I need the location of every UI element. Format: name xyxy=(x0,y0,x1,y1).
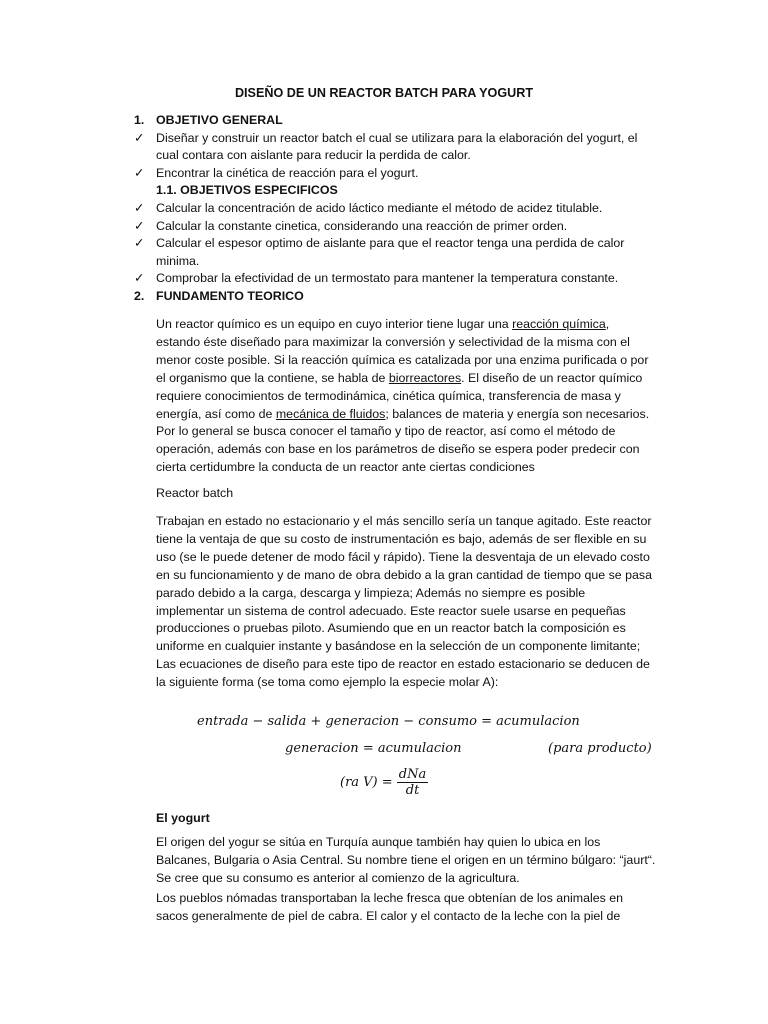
equation-generation: generacion = acumulacion xyxy=(285,741,462,756)
objective-text: Diseñar y construir un reactor batch el cual se utilizara para la elaboración del yogurt, el cual contara con aislante para reducir la perdida de calor. xyxy=(156,130,638,163)
equation-rate-lhs: (ra V) = xyxy=(340,775,393,790)
objective-text: 1.1. OBJETIVOS ESPECIFICOS xyxy=(156,183,338,198)
intro-text-4: ; balances de materia y energía son necesarios. Por lo general se busca conocer el tamaño y tipo de reactor, así como el método de operación, además con base en los parámetros de diseño se espera poder predecir con cierta certidumbre la conducta de un reactor ante ciertas condiciones xyxy=(156,406,650,475)
checkmark-icon: ✓ xyxy=(134,218,145,233)
batch-paragraph: Trabajan en estado no estacionario y el más sencillo sería un tanque agitado. Este reactor tiene la ventaja de que su costo de instrumentación es bajo, además de ser flexible en su uso (se le puede detener de modo fácil y rápido). Tiene la desventaja de un elevado costo en su funcionamiento y de mano de obra debido a la gran cantidad de tiempo que se pasa parado debido a la carga, descarga y limpieza; Además no siempre es posible implementar un sistema de control adecuado. Este reactor suele usarse en pequeñas producciones o pruebas piloto. Asumiendo que en un reactor batch la composición es uniforme en cualquier instante y basándose en la selección de un componente limitante; Las ecuaciones de diseño para este tipo de reactor en estado estacionario se deducen de la siguiente forma (se toma como ejemplo la especie molar A): xyxy=(156,514,652,690)
objective-item xyxy=(134,270,654,288)
objective-text: Calcular la constante cinetica, considerando una reacción de primer orden. xyxy=(156,218,568,233)
intro-text-3: . El diseño de un reactor químico requiere conocimientos de termodinámica, cinética química, transferencia de masa y energía, así como de xyxy=(156,370,643,421)
checkmark-icon: ✓ xyxy=(134,165,145,180)
objective-item xyxy=(134,218,654,236)
yogurt-paragraph-2: Los pueblos nómadas transportaban la leche fresca que obtenían de los animales en sacos generalmente de piel de cabra. El calor y el contacto de la leche con la piel de xyxy=(156,891,624,923)
link-biorreactores[interactable]: biorreactores xyxy=(388,370,462,385)
objective-text: Comprobar la efectividad de un termostato para mantener la temperatura constante. xyxy=(156,271,619,286)
equation-note: (para producto) xyxy=(548,741,652,756)
equation-denominator: dt xyxy=(405,783,420,798)
document-title: DISEÑO DE UN REACTOR BATCH PARA YOGURT xyxy=(234,86,534,100)
objective-item xyxy=(134,200,654,218)
yogurt-paragraph-1: El origen del yogur se sitúa en Turquía aunque también hay quien lo ubica en los Balcanes, Bulgaria o Asia Central. Su nombre tiene el origen en un término búlgaro: “jaurt“. Se cree que su consumo es anterior al comienzo de la agricultura. xyxy=(156,835,656,885)
objective-item xyxy=(134,130,654,165)
equation-numerator: dNa xyxy=(398,767,427,782)
batch-heading: Reactor batch xyxy=(156,486,234,500)
intro-text-1: Un reactor químico es un equipo en cuyo interior tiene lugar una xyxy=(156,317,513,331)
intro-paragraph xyxy=(156,316,656,477)
checkmark-icon: ✓ xyxy=(134,130,145,145)
link-reaccion-quimica[interactable]: reacción química xyxy=(512,317,606,331)
objective-item xyxy=(134,288,654,306)
objective-text: Encontrar la cinética de reacción para el yogurt. xyxy=(156,165,419,180)
objectives-list xyxy=(134,112,654,306)
link-mecanica-de-fluidos[interactable]: mecánica de fluidos xyxy=(275,406,386,421)
equation-rate xyxy=(340,767,428,798)
list-number: 2. xyxy=(134,288,145,303)
objective-item xyxy=(134,165,654,183)
yogurt-heading: El yogurt xyxy=(156,811,210,825)
objective-text: FUNDAMENTO TEORICO xyxy=(156,288,304,303)
intro-text-2: , estando éste diseñado para maximizar la conversión y selectividad de la misma con el menor coste posible. Si la reacción química es catalizada por una enzima purificada o por el organismo que la contiene, se habla de xyxy=(156,317,649,385)
equation-balance: entrada − salida + generacion − consumo = acumulacion xyxy=(197,714,580,729)
objective-text: OBJETIVO GENERAL xyxy=(156,113,283,127)
equation-fraction xyxy=(397,767,428,798)
objective-text: Calcular la concentración de acido láctico mediante el método de acidez titulable. xyxy=(156,200,603,215)
objective-item xyxy=(134,235,654,270)
objective-item xyxy=(134,182,654,200)
checkmark-icon: ✓ xyxy=(134,271,145,286)
objective-item xyxy=(134,112,654,130)
list-number: 1. xyxy=(134,113,145,127)
checkmark-icon: ✓ xyxy=(134,236,145,251)
checkmark-icon: ✓ xyxy=(134,200,145,215)
objective-text: Calcular el espesor optimo de aislante para que el reactor tenga una perdida de calor minima. xyxy=(156,236,625,268)
